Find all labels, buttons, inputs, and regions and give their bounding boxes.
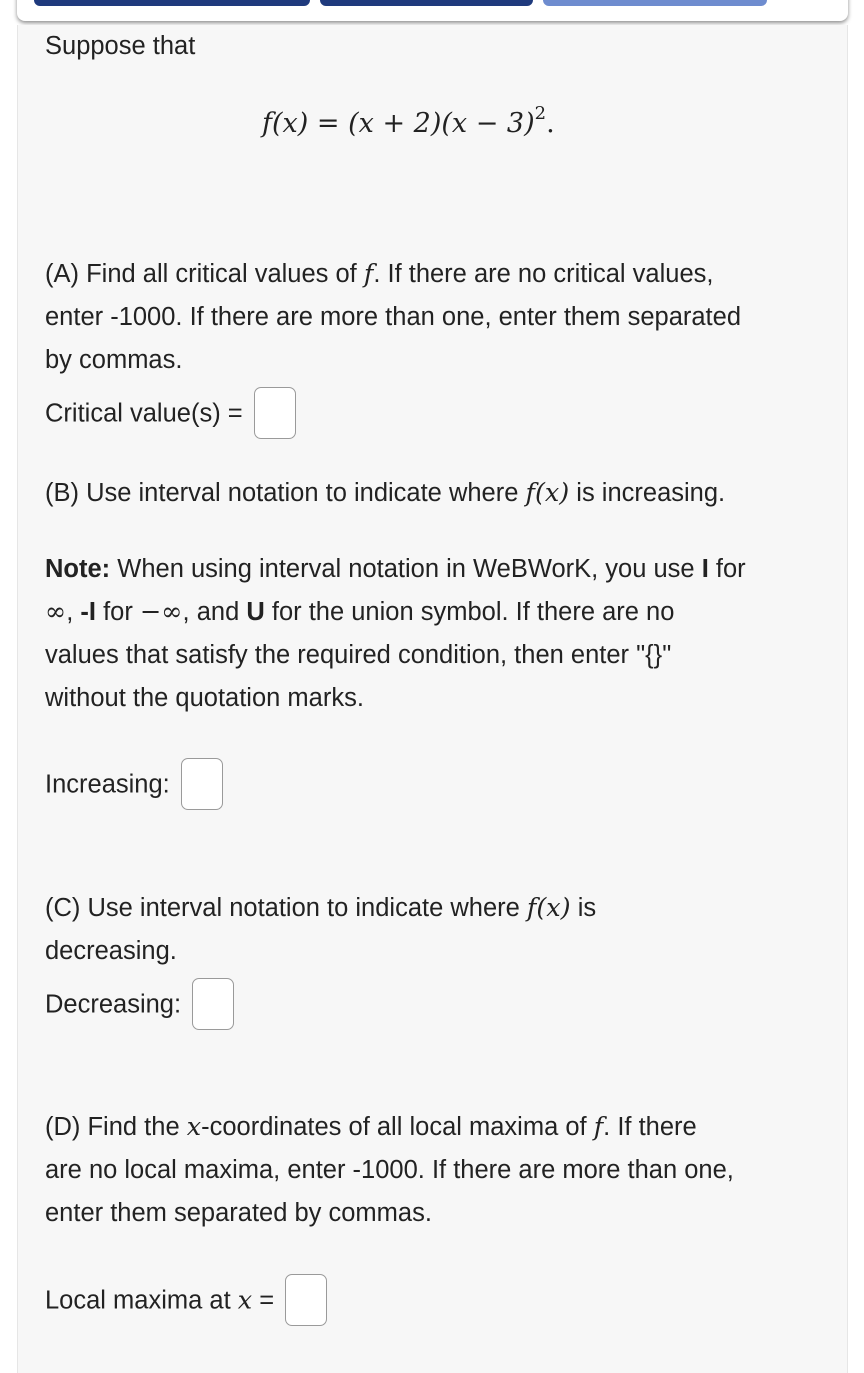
part-d-line-1: (D) Find the x-coordinates of all local maxima of f. If there: [45, 1112, 697, 1142]
local-maxima-row: Local maxima at x =: [45, 1276, 327, 1328]
critical-values-label: Critical value(s) =: [45, 399, 243, 428]
top-button-3[interactable]: [543, 0, 767, 6]
local-maxima-input[interactable]: [285, 1274, 327, 1326]
decreasing-row: [45, 980, 234, 1032]
note-line-4: without the quotation marks.: [45, 684, 364, 712]
intro-text: Suppose that: [45, 32, 196, 60]
increasing-label: Increasing:: [45, 770, 170, 799]
decreasing-label: Decreasing:: [45, 990, 182, 1019]
part-a-line-1: (A) Find all critical values of f. If there are no critical values,: [45, 259, 714, 289]
part-d-line-2: are no local maxima, enter -1000. If there are more than one,: [45, 1156, 734, 1184]
top-button-bar: [17, 0, 848, 21]
local-maxima-x: x: [237, 1285, 253, 1316]
part-b-text: (B) Use interval notation to indicate where f(x) is increasing.: [45, 478, 726, 508]
part-c-line-2: decreasing.: [45, 937, 177, 965]
increasing-row: [45, 760, 223, 812]
note-line-2: ∞, -I for −∞, and U for the union symbol. If there are no: [45, 597, 675, 627]
part-a-line-3: by commas.: [45, 346, 183, 374]
note-line-3: values that satisfy the required condition, then enter "{}": [45, 641, 672, 669]
local-maxima-label: Local maxima at: [45, 1286, 238, 1315]
part-a-line-2: enter -1000. If there are more than one, enter them separated: [45, 303, 742, 331]
top-button-2[interactable]: [320, 0, 533, 6]
part-c-line-1: (C) Use interval notation to indicate where f(x) is: [45, 893, 597, 923]
increasing-input[interactable]: [181, 758, 223, 810]
decreasing-input[interactable]: [192, 978, 234, 1030]
critical-values-row: [45, 389, 296, 441]
top-button-1[interactable]: [34, 0, 310, 6]
critical-values-input[interactable]: [254, 387, 296, 439]
part-d-line-3: enter them separated by commas.: [45, 1199, 432, 1227]
function-formula: $f(x) = (x + 2)(x - 3)^2$.: [262, 103, 555, 139]
note-line-1: Note: When using interval notation in WeBWorK, you use I for: [45, 555, 746, 583]
problem-body: [17, 25, 848, 1373]
